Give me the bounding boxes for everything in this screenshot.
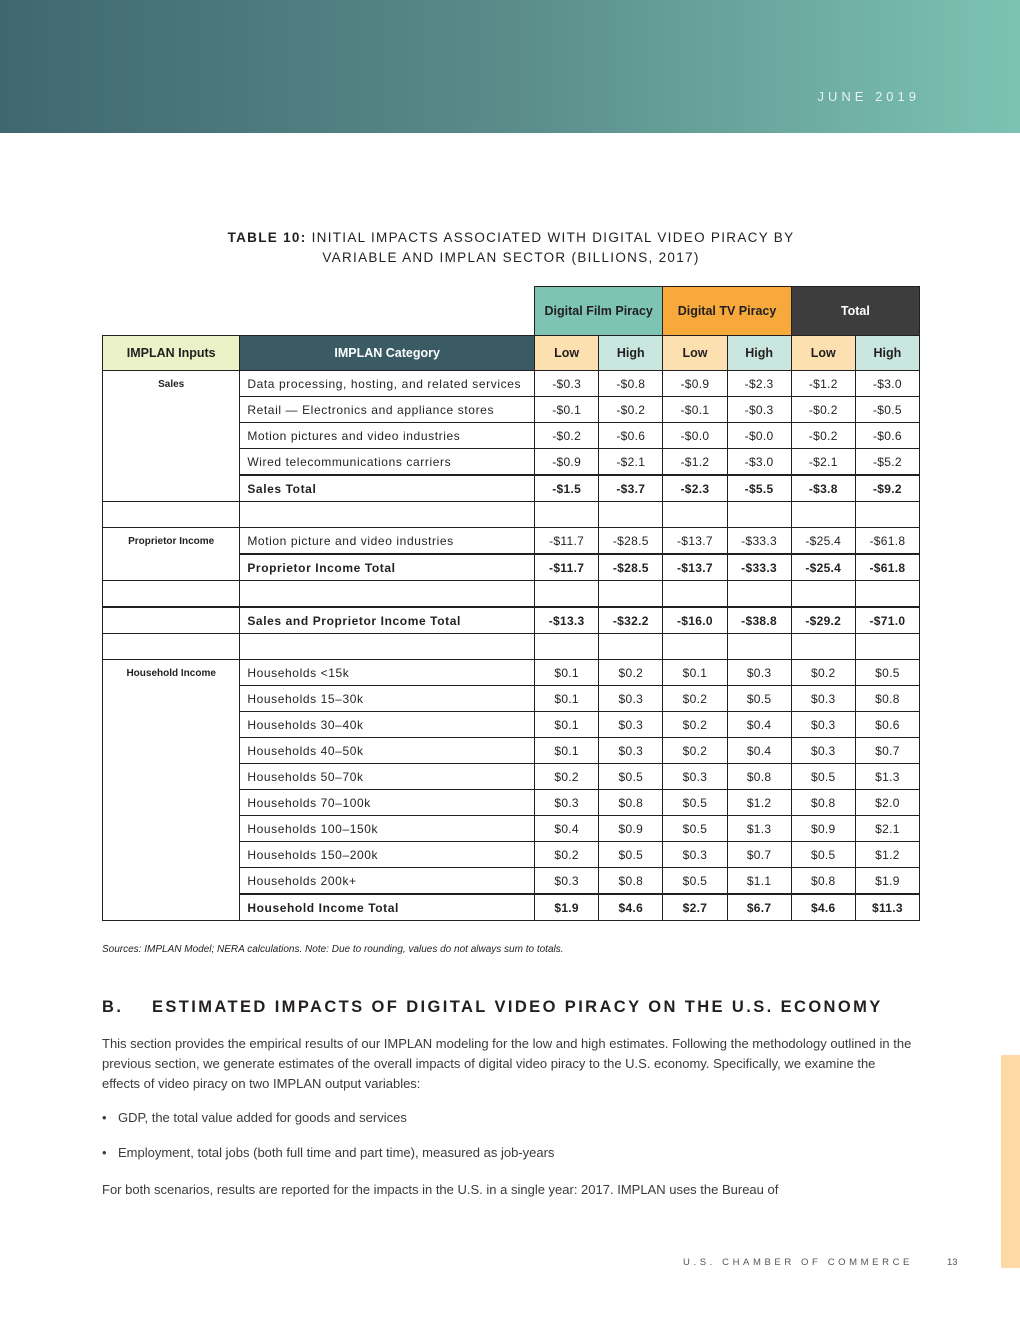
value-cell: $11.3	[855, 894, 919, 921]
implan-input-cell: Proprietor Income	[103, 528, 240, 581]
footer-org: U.S. CHAMBER OF COMMERCE	[683, 1257, 913, 1268]
value-cell: $0.3	[599, 738, 663, 764]
value-cell: $4.6	[599, 894, 663, 921]
value-cell: $2.0	[855, 790, 919, 816]
implan-category-cell: Households 40–50k	[240, 738, 535, 764]
value-cell: -$5.2	[855, 449, 919, 476]
value-cell: $0.6	[855, 712, 919, 738]
table-row	[103, 660, 920, 686]
value-cell: $0.2	[535, 764, 599, 790]
col-header-total-low: Low	[791, 336, 855, 371]
implan-category-cell: Proprietor Income Total	[240, 554, 535, 581]
value-cell: -$2.1	[791, 449, 855, 476]
column-header-row	[103, 336, 920, 371]
value-cell: $0.8	[727, 764, 791, 790]
value-cell: $0.3	[535, 790, 599, 816]
value-cell: $0.4	[727, 712, 791, 738]
value-cell: $0.3	[663, 842, 727, 868]
value-cell: -$29.2	[791, 607, 855, 634]
value-cell: -$61.8	[855, 554, 919, 581]
empty-cell	[727, 581, 791, 608]
value-cell: $0.8	[791, 868, 855, 895]
table-sources-note: Sources: IMPLAN Model; NERA calculations. Note: Due to rounding, values do not always sum to totals.	[102, 944, 564, 955]
value-cell: -$28.5	[599, 554, 663, 581]
value-cell: $0.1	[535, 738, 599, 764]
value-cell: $0.5	[727, 686, 791, 712]
value-cell: $0.2	[599, 660, 663, 686]
value-cell: $2.7	[663, 894, 727, 921]
value-cell: $4.6	[791, 894, 855, 921]
value-cell: $0.1	[535, 660, 599, 686]
value-cell: -$1.2	[791, 371, 855, 397]
value-cell: $0.7	[855, 738, 919, 764]
table-label: TABLE 10:	[227, 230, 307, 245]
value-cell: -$0.6	[599, 423, 663, 449]
col-header-film-low: Low	[535, 336, 599, 371]
value-cell: -$13.7	[663, 554, 727, 581]
value-cell: -$0.9	[535, 449, 599, 476]
value-cell: $0.8	[599, 868, 663, 895]
value-cell: $0.8	[855, 686, 919, 712]
value-cell: $0.1	[535, 712, 599, 738]
value-cell: -$1.2	[663, 449, 727, 476]
implan-category-cell: Households 200k+	[240, 868, 535, 895]
implan-category-cell: Wired telecommunications carriers	[240, 449, 535, 476]
value-cell: -$0.9	[663, 371, 727, 397]
value-cell: -$3.0	[855, 371, 919, 397]
value-cell: $0.5	[663, 816, 727, 842]
value-cell: -$33.3	[727, 528, 791, 555]
value-cell: $0.2	[663, 712, 727, 738]
table-row	[103, 371, 920, 397]
value-cell: -$61.8	[855, 528, 919, 555]
value-cell: -$0.2	[791, 423, 855, 449]
empty-cell	[727, 502, 791, 528]
empty-cell	[791, 502, 855, 528]
empty-cell	[599, 581, 663, 608]
implan-category-cell: Sales and Proprietor Income Total	[240, 607, 535, 634]
group-digital-film-piracy: Digital Film Piracy	[535, 287, 663, 336]
implan-category-cell: Households 100–150k	[240, 816, 535, 842]
value-cell: $1.2	[727, 790, 791, 816]
empty-cell	[727, 634, 791, 660]
value-cell: $0.9	[791, 816, 855, 842]
col-header-inputs: IMPLAN Inputs	[103, 336, 240, 371]
implan-category-cell: Motion picture and video industries	[240, 528, 535, 555]
implan-category-cell: Households 50–70k	[240, 764, 535, 790]
value-cell: -$71.0	[855, 607, 919, 634]
table-title	[102, 228, 920, 268]
implan-input-cell: Household Income	[103, 660, 240, 921]
value-cell: -$11.7	[535, 554, 599, 581]
value-cell: $0.5	[791, 842, 855, 868]
empty-cell	[855, 502, 919, 528]
value-cell: -$1.5	[535, 475, 599, 502]
col-header-tv-low: Low	[663, 336, 727, 371]
value-cell: $0.3	[727, 660, 791, 686]
table-row	[103, 528, 920, 555]
value-cell: $0.5	[663, 868, 727, 895]
value-cell: $0.7	[727, 842, 791, 868]
value-cell: $0.1	[663, 660, 727, 686]
value-cell: -$13.7	[663, 528, 727, 555]
value-cell: -$0.1	[663, 397, 727, 423]
implan-category-cell: Sales Total	[240, 475, 535, 502]
section-title: ESTIMATED IMPACTS OF DIGITAL VIDEO PIRACY ON THE U.S. ECONOMY	[152, 998, 883, 1016]
side-tab-marker	[1001, 1055, 1020, 1268]
value-cell: $2.1	[855, 816, 919, 842]
value-cell: -$0.2	[599, 397, 663, 423]
value-cell: -$13.3	[535, 607, 599, 634]
value-cell: $0.3	[599, 712, 663, 738]
value-cell: -$0.5	[855, 397, 919, 423]
bullet-employment-text: Employment, total jobs (both full time and part time), measured as job-years	[118, 1145, 555, 1160]
col-header-total-high: High	[855, 336, 919, 371]
bullet-employment	[102, 1145, 554, 1160]
implan-category-cell: Households 30–40k	[240, 712, 535, 738]
bullet-marker: •	[102, 1145, 107, 1160]
value-cell: -$25.4	[791, 528, 855, 555]
empty-cell	[103, 502, 240, 528]
value-cell: $6.7	[727, 894, 791, 921]
value-cell: $1.3	[855, 764, 919, 790]
value-cell: -$2.3	[727, 371, 791, 397]
implan-category-cell: Data processing, hosting, and related services	[240, 371, 535, 397]
value-cell: $0.8	[791, 790, 855, 816]
col-header-film-high: High	[599, 336, 663, 371]
value-cell: $0.4	[727, 738, 791, 764]
empty-cell	[535, 634, 599, 660]
bullet-marker: •	[102, 1110, 107, 1125]
empty-cell	[599, 502, 663, 528]
group-header-spacer	[103, 287, 535, 336]
header-date: JUNE 2019	[817, 89, 920, 104]
implan-category-cell: Motion pictures and video industries	[240, 423, 535, 449]
implan-category-cell: Retail — Electronics and appliance stores	[240, 397, 535, 423]
value-cell: $1.1	[727, 868, 791, 895]
value-cell: $0.1	[535, 686, 599, 712]
value-cell: $0.9	[599, 816, 663, 842]
page-number: 13	[947, 1257, 958, 1268]
value-cell: -$33.3	[727, 554, 791, 581]
implan-category-cell: Household Income Total	[240, 894, 535, 921]
header-band	[0, 0, 1020, 133]
implan-category-cell: Households <15k	[240, 660, 535, 686]
section-number: B.	[102, 998, 124, 1016]
value-cell: $0.3	[663, 764, 727, 790]
value-cell: -$3.0	[727, 449, 791, 476]
value-cell: -$32.2	[599, 607, 663, 634]
value-cell: $1.9	[855, 868, 919, 895]
value-cell: -$38.8	[727, 607, 791, 634]
value-cell: -$2.1	[599, 449, 663, 476]
empty-cell	[535, 502, 599, 528]
value-cell: $0.8	[599, 790, 663, 816]
implan-category-cell: Households 70–100k	[240, 790, 535, 816]
section-heading	[102, 998, 883, 1017]
value-cell: -$0.3	[535, 371, 599, 397]
value-cell: -$3.7	[599, 475, 663, 502]
paragraph-intro: This section provides the empirical results of our IMPLAN modeling for the low and high estimates. Following the methodology outlined in the previous section, we generate estimates of the overall impacts of digital video piracy to the U.S. economy. Specifically, we examine the effects of video piracy on two IMPLAN output variables:	[102, 1036, 912, 1091]
empty-cell	[791, 581, 855, 608]
value-cell: -$0.1	[535, 397, 599, 423]
value-cell: $0.2	[663, 686, 727, 712]
value-cell: -$16.0	[663, 607, 727, 634]
value-cell: $0.5	[599, 764, 663, 790]
value-cell: $0.3	[791, 686, 855, 712]
empty-cell	[535, 581, 599, 608]
spacer-row	[103, 581, 920, 608]
value-cell: -$25.4	[791, 554, 855, 581]
value-cell: -$9.2	[855, 475, 919, 502]
value-cell: -$11.7	[535, 528, 599, 555]
value-cell: $0.3	[599, 686, 663, 712]
value-cell: -$3.8	[791, 475, 855, 502]
value-cell: $1.9	[535, 894, 599, 921]
empty-cell	[240, 502, 535, 528]
paragraph-scenarios: For both scenarios, results are reported for the impacts in the U.S. in a single year: 2017. IMPLAN uses the Bureau of	[102, 1182, 779, 1197]
group-header-row	[103, 287, 920, 336]
table-title-line1: INITIAL IMPACTS ASSOCIATED WITH DIGITAL VIDEO PIRACY BY	[311, 230, 795, 245]
impacts-table	[102, 286, 920, 921]
empty-cell	[663, 581, 727, 608]
value-cell: -$0.2	[535, 423, 599, 449]
bullet-gdp-text: GDP, the total value added for goods and services	[118, 1110, 407, 1125]
group-total: Total	[791, 287, 919, 336]
value-cell: -$0.3	[727, 397, 791, 423]
value-cell: -$5.5	[727, 475, 791, 502]
table-title-line2: VARIABLE AND IMPLAN SECTOR (BILLIONS, 2017)	[322, 250, 700, 265]
value-cell: -$2.3	[663, 475, 727, 502]
value-cell: $0.2	[791, 660, 855, 686]
bullet-gdp	[102, 1110, 407, 1125]
implan-category-cell: Households 15–30k	[240, 686, 535, 712]
implan-input-cell: Sales	[103, 371, 240, 502]
empty-cell	[599, 634, 663, 660]
value-cell: -$0.0	[727, 423, 791, 449]
value-cell: $0.5	[663, 790, 727, 816]
value-cell: $0.5	[599, 842, 663, 868]
value-cell: $0.3	[791, 738, 855, 764]
value-cell: -$0.6	[855, 423, 919, 449]
value-cell: $0.4	[535, 816, 599, 842]
value-cell: $0.5	[855, 660, 919, 686]
value-cell: -$28.5	[599, 528, 663, 555]
value-cell: -$0.0	[663, 423, 727, 449]
empty-cell	[103, 607, 240, 634]
value-cell: $0.2	[535, 842, 599, 868]
spacer-row	[103, 634, 920, 660]
total-row	[103, 607, 920, 634]
value-cell: $0.5	[791, 764, 855, 790]
col-header-tv-high: High	[727, 336, 791, 371]
group-digital-tv-piracy: Digital TV Piracy	[663, 287, 791, 336]
value-cell: $1.2	[855, 842, 919, 868]
value-cell: -$0.8	[599, 371, 663, 397]
empty-cell	[103, 581, 240, 608]
value-cell: $0.3	[791, 712, 855, 738]
empty-cell	[103, 634, 240, 660]
spacer-row	[103, 502, 920, 528]
implan-category-cell: Households 150–200k	[240, 842, 535, 868]
empty-cell	[791, 634, 855, 660]
col-header-category: IMPLAN Category	[240, 336, 535, 371]
value-cell: -$0.2	[791, 397, 855, 423]
empty-cell	[855, 581, 919, 608]
value-cell: $0.2	[663, 738, 727, 764]
value-cell: $1.3	[727, 816, 791, 842]
value-cell: $0.3	[535, 868, 599, 895]
empty-cell	[663, 634, 727, 660]
empty-cell	[855, 634, 919, 660]
empty-cell	[663, 502, 727, 528]
empty-cell	[240, 581, 535, 608]
empty-cell	[240, 634, 535, 660]
